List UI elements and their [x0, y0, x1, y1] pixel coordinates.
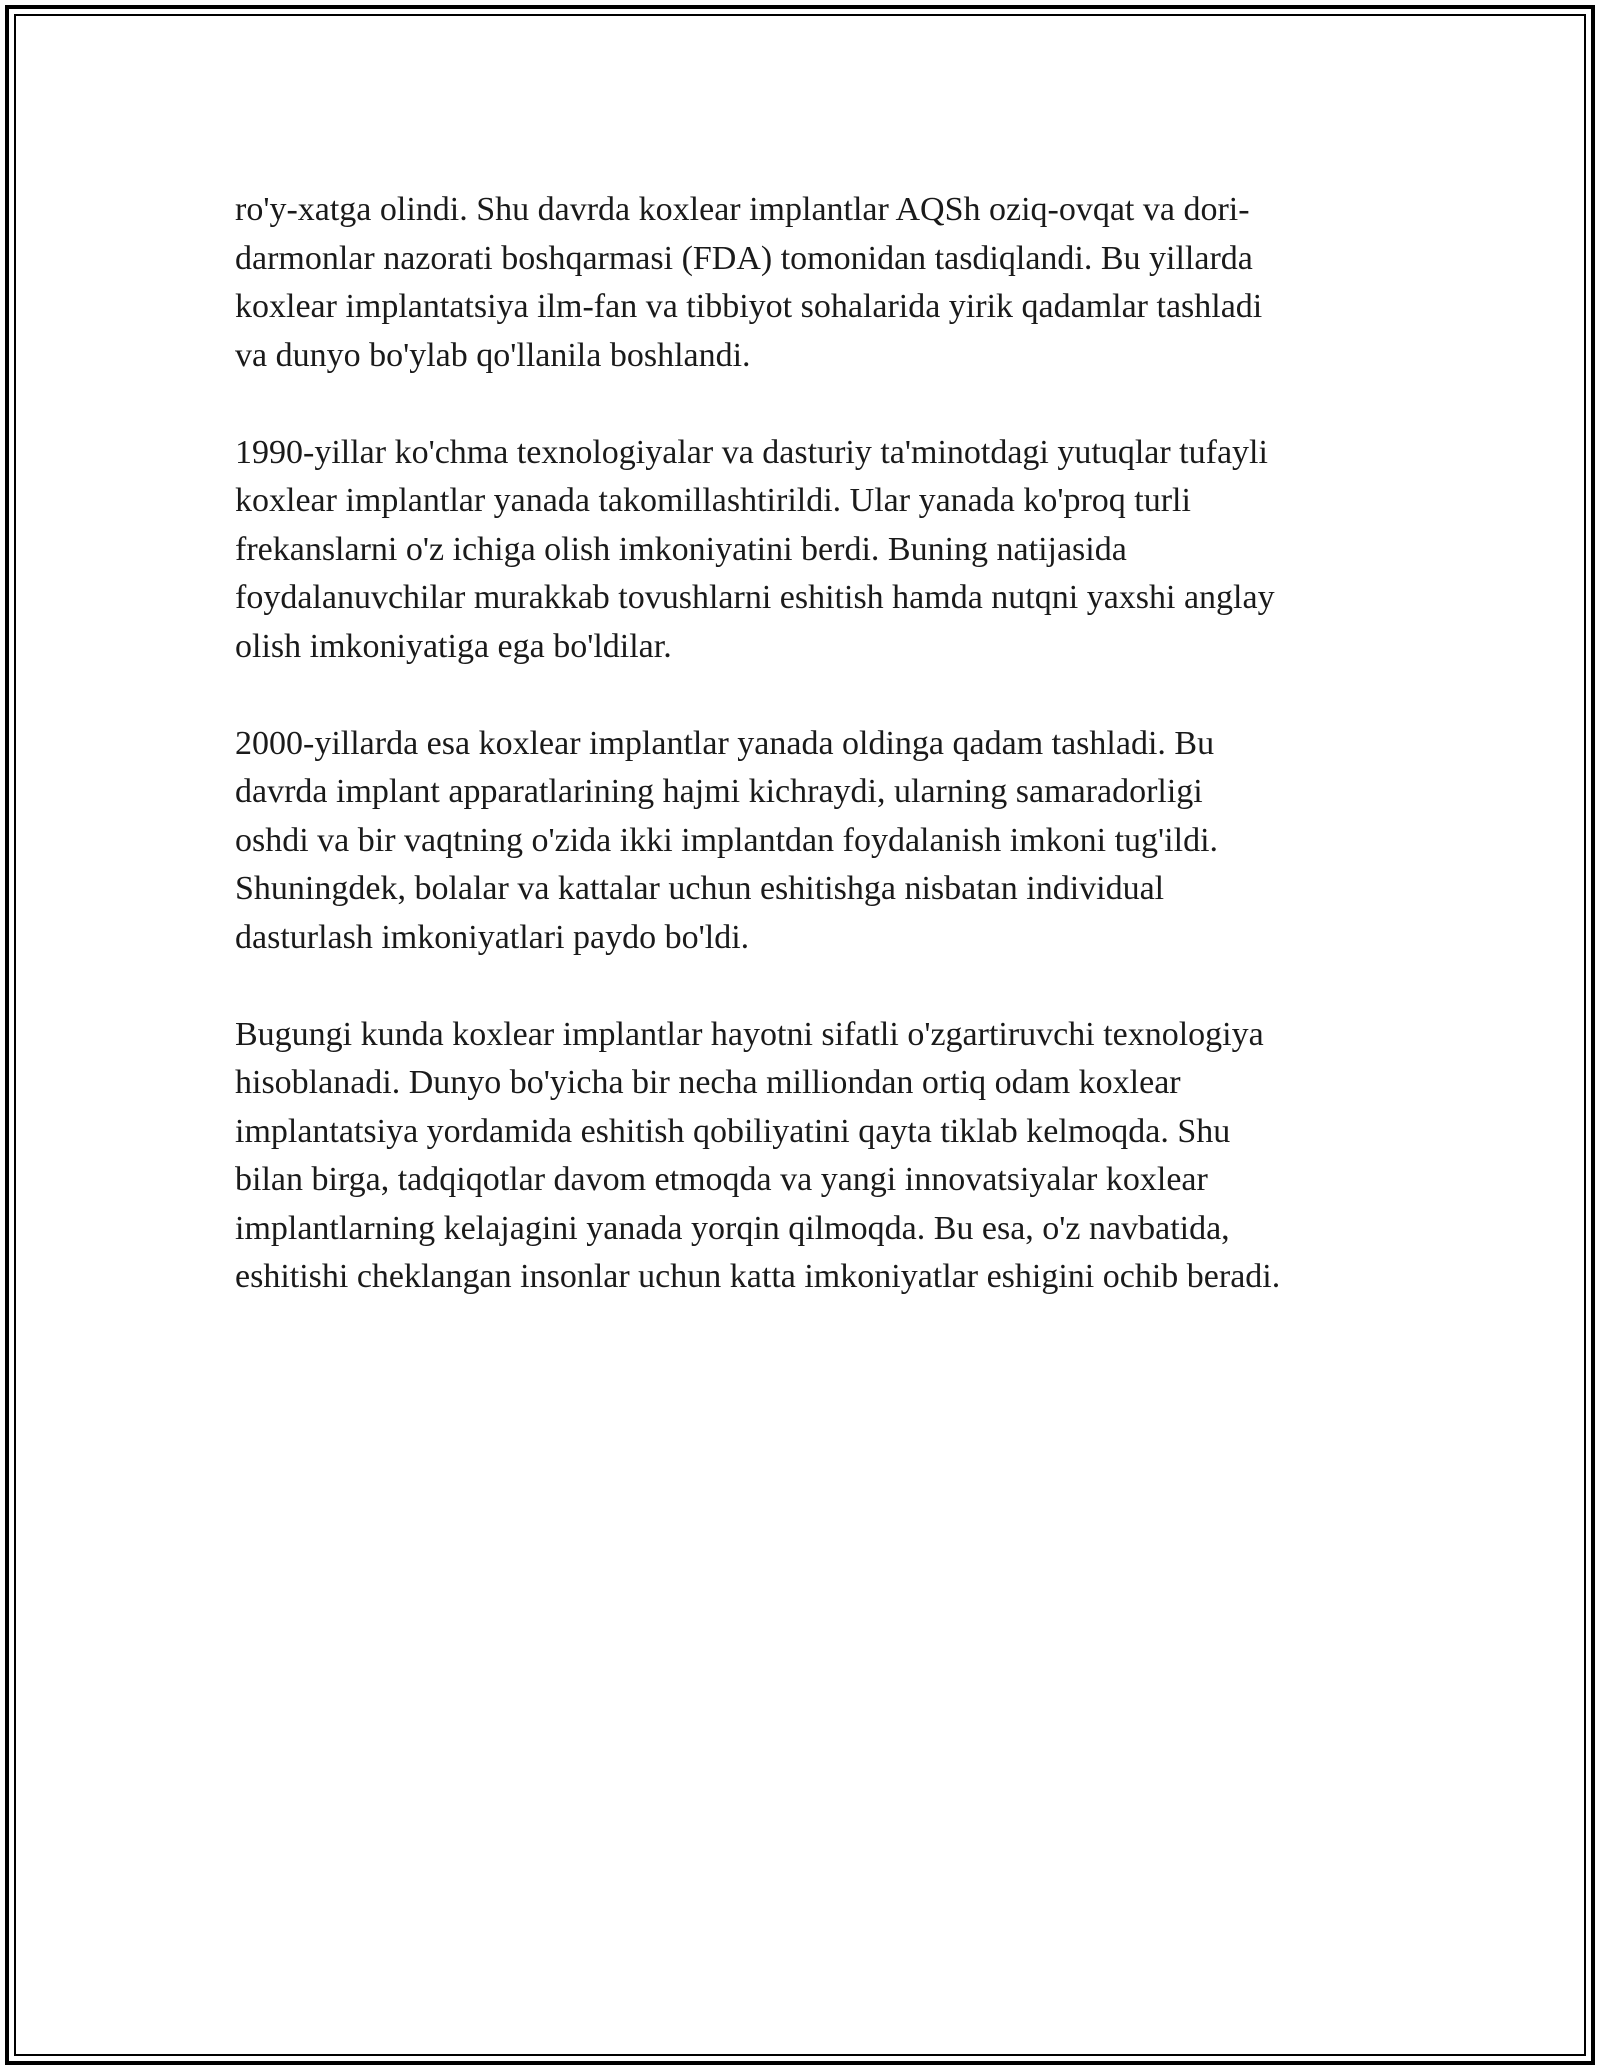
text-line: hisoblanadi. Dunyo bo'yicha bir necha milliondan ortiq odam koxlear	[235, 1064, 1181, 1101]
text-line: 1990-yillar ko'chma texnologiyalar va dasturiy ta'minotdagi yutuqlar tufayli	[235, 433, 1268, 471]
text-line: 2000-yillarda esa koxlear implantlar yanada oldinga qadam tashladi. Bu	[235, 724, 1215, 762]
text-line: olish imkoniyatiga ega bo'ldilar.	[235, 627, 672, 665]
paragraph-1	[235, 186, 1385, 380]
text-line: darmonlar nazorati boshqarmasi (FDA) tomonidan tasdiqlandi. Bu yillarda	[235, 239, 1253, 277]
text-line: frekanslarni o'z ichiga olish imkoniyatini berdi. Buning natijasida	[235, 530, 1127, 568]
text-line: davrda implant apparatlarining hajmi kichraydi, ularning samaradorligi	[235, 773, 1203, 810]
text-line: dasturlash imkoniyatlari paydo bo'ldi.	[235, 918, 750, 956]
text-line: ro'y-xatga olindi. Shu davrda koxlear implantlar AQSh oziq-ovqat va dori-	[235, 191, 1250, 228]
text-line: implantatsiya yordamida eshitish qobiliyatini qayta tiklab kelmoqda. Shu	[235, 1112, 1231, 1150]
paragraph-3	[235, 720, 1385, 963]
paragraph-2	[235, 429, 1385, 672]
text-line: koxlear implantatsiya ilm-fan va tibbiyot sohalarida yirik qadamlar tashladi	[235, 288, 1263, 325]
text-line: koxlear implantlar yanada takomillashtirildi. Ular yanada ko'proq turli	[235, 482, 1191, 519]
text-line: oshdi va bir vaqtning o'zida ikki implantdan foydalanish imkoni tug'ildi.	[235, 821, 1219, 859]
text-line: eshitishi cheklangan insonlar uchun katta imkoniyatlar eshigini ochib beradi.	[235, 1258, 1281, 1295]
text-line: foydalanuvchilar murakkab tovushlarni eshitish hamda nutqni yaxshi anglay	[235, 579, 1275, 616]
paragraph-4	[235, 1011, 1385, 1302]
text-line: bilan birga, tadqiqotlar davom etmoqda va yangi innovatsiyalar koxlear	[235, 1161, 1208, 1198]
text-line: implantlarning kelajagini yanada yorqin qilmoqda. Bu esa, o'z navbatida,	[235, 1209, 1230, 1247]
document-body	[235, 186, 1385, 1350]
text-line: Bugungi kunda koxlear implantlar hayotni sifatli o'zgartiruvchi texnologiya	[235, 1015, 1264, 1053]
text-line: Shuningdek, bolalar va kattalar uchun eshitishga nisbatan individual	[235, 870, 1165, 907]
text-line: va dunyo bo'ylab qo'llanila boshlandi.	[235, 336, 751, 374]
